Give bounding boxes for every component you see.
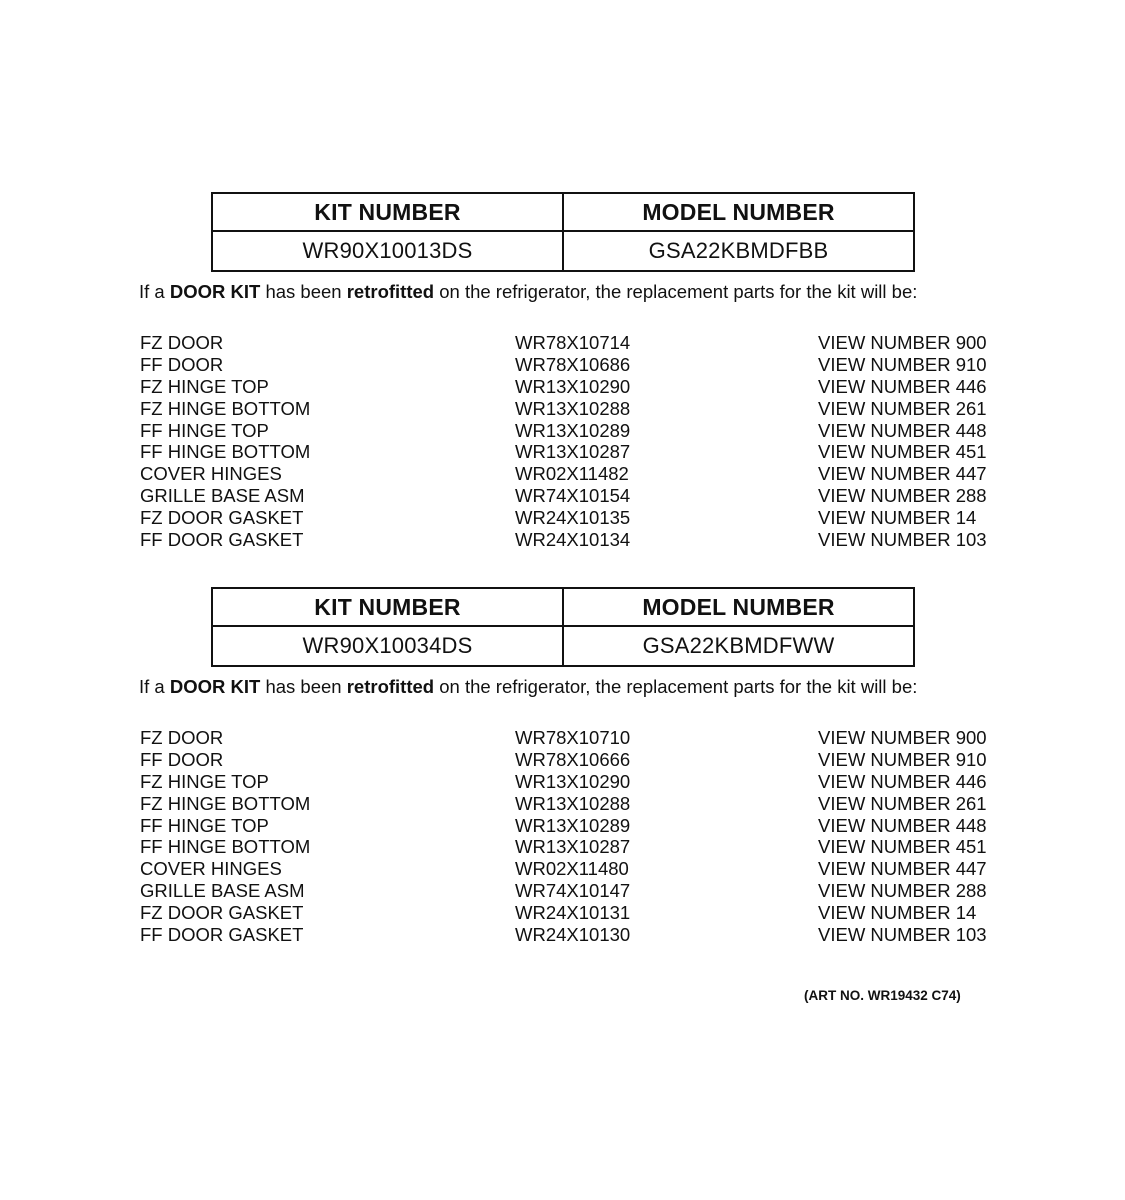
part-number: WR78X10666 — [515, 748, 631, 770]
part-row — [140, 354, 1000, 376]
intro-pre: If a — [139, 676, 170, 697]
part-row — [140, 463, 1000, 485]
part-number: WR13X10287 — [515, 836, 631, 858]
part-name: FF HINGE BOTTOM — [140, 836, 311, 858]
part-row — [140, 793, 1000, 815]
part-name: FZ DOOR GASKET — [140, 507, 304, 529]
art-number: (ART NO. WR19432 C74) — [804, 988, 961, 1003]
parts-list — [140, 727, 1000, 946]
view-number: VIEW NUMBER 448 — [818, 419, 987, 441]
kit-number-value: WR90X10034DS — [213, 627, 564, 665]
retrofit-intro — [139, 676, 917, 698]
model-number-value: GSA22KBMDFBB — [648, 238, 829, 263]
part-name: FF DOOR — [140, 353, 224, 375]
view-number: VIEW NUMBER 14 — [818, 507, 977, 529]
part-number: WR13X10290 — [515, 375, 631, 397]
part-name: FZ HINGE TOP — [140, 375, 269, 397]
part-name: GRILLE BASE ASM — [140, 880, 305, 902]
part-number: WR13X10290 — [515, 770, 631, 792]
part-number: WR02X11480 — [515, 858, 629, 880]
view-number: VIEW NUMBER 900 — [818, 332, 987, 353]
part-name: FZ HINGE BOTTOM — [140, 792, 311, 814]
intro-door-kit: DOOR KIT — [169, 281, 261, 302]
part-number: WR13X10288 — [515, 397, 631, 419]
part-name: FF HINGE TOP — [140, 419, 269, 441]
kit-table — [211, 192, 915, 272]
model-number-value: GSA22KBMDFWW — [642, 633, 835, 658]
view-number: VIEW NUMBER 451 — [818, 836, 987, 858]
part-number: WR78X10710 — [515, 727, 631, 748]
part-name: FZ DOOR GASKET — [140, 902, 304, 924]
kit-table — [211, 587, 915, 667]
part-row — [140, 727, 1000, 749]
view-number: VIEW NUMBER 288 — [818, 485, 987, 507]
part-number: WR13X10289 — [515, 419, 631, 441]
intro-door-kit: DOOR KIT — [169, 676, 261, 697]
part-name: COVER HINGES — [140, 858, 282, 880]
part-number: WR24X10135 — [515, 507, 631, 529]
view-number: VIEW NUMBER 910 — [818, 748, 987, 770]
view-number: VIEW NUMBER 103 — [818, 924, 987, 946]
part-row — [140, 749, 1000, 771]
part-number: WR02X11482 — [515, 463, 629, 485]
part-number: WR13X10287 — [515, 441, 631, 463]
part-row — [140, 924, 1000, 946]
intro-retrofitted: retrofitted — [346, 676, 435, 697]
intro-post: on the refrigerator, the replacement parts for the kit will be: — [434, 281, 918, 302]
part-name: GRILLE BASE ASM — [140, 485, 305, 507]
view-number: VIEW NUMBER 14 — [818, 902, 977, 924]
part-name: FZ HINGE TOP — [140, 770, 269, 792]
part-row — [140, 529, 1000, 551]
kit-number-value: WR90X10013DS — [213, 232, 564, 270]
intro-mid: has been — [260, 281, 347, 302]
part-row — [140, 376, 1000, 398]
intro-mid: has been — [260, 676, 347, 697]
part-name: FF HINGE BOTTOM — [140, 441, 311, 463]
part-name: FF DOOR — [140, 748, 224, 770]
part-number: WR24X10134 — [515, 529, 631, 551]
kit-number-header: KIT NUMBER — [213, 589, 564, 627]
part-row — [140, 420, 1000, 442]
part-row — [140, 880, 1000, 902]
retrofit-intro — [139, 281, 917, 303]
view-number: VIEW NUMBER 900 — [818, 727, 987, 748]
part-row — [140, 332, 1000, 354]
part-name: FF HINGE TOP — [140, 814, 269, 836]
intro-post: on the refrigerator, the replacement parts for the kit will be: — [434, 676, 918, 697]
part-name: FZ HINGE BOTTOM — [140, 397, 311, 419]
model-number-header: MODEL NUMBER — [564, 194, 913, 232]
part-number: WR24X10130 — [515, 924, 631, 946]
part-name: FZ DOOR — [140, 332, 224, 353]
part-name: FF DOOR GASKET — [140, 529, 304, 551]
view-number: VIEW NUMBER 261 — [818, 397, 987, 419]
part-number: WR13X10288 — [515, 792, 631, 814]
view-number: VIEW NUMBER 446 — [818, 375, 987, 397]
part-row — [140, 815, 1000, 837]
parts-list — [140, 332, 1000, 551]
kit-number-header: KIT NUMBER — [213, 194, 564, 232]
part-number: WR13X10289 — [515, 814, 631, 836]
part-row — [140, 858, 1000, 880]
view-number: VIEW NUMBER 910 — [818, 353, 987, 375]
view-number: VIEW NUMBER 446 — [818, 770, 987, 792]
part-number: WR78X10714 — [515, 332, 631, 353]
part-row — [140, 485, 1000, 507]
part-row — [140, 441, 1000, 463]
part-name: FF DOOR GASKET — [140, 924, 304, 946]
part-row — [140, 836, 1000, 858]
part-name: COVER HINGES — [140, 463, 282, 485]
part-row — [140, 398, 1000, 420]
intro-retrofitted: retrofitted — [346, 281, 435, 302]
part-row — [140, 771, 1000, 793]
view-number: VIEW NUMBER 447 — [818, 463, 987, 485]
view-number: VIEW NUMBER 447 — [818, 858, 987, 880]
part-row — [140, 902, 1000, 924]
part-number: WR74X10154 — [515, 485, 631, 507]
view-number: VIEW NUMBER 261 — [818, 792, 987, 814]
part-name: FZ DOOR — [140, 727, 224, 748]
part-number: WR74X10147 — [515, 880, 631, 902]
intro-pre: If a — [139, 281, 170, 302]
part-number: WR78X10686 — [515, 353, 631, 375]
view-number: VIEW NUMBER 288 — [818, 880, 987, 902]
view-number: VIEW NUMBER 448 — [818, 814, 987, 836]
part-row — [140, 507, 1000, 529]
model-number-header: MODEL NUMBER — [564, 589, 913, 627]
view-number: VIEW NUMBER 103 — [818, 529, 987, 551]
view-number: VIEW NUMBER 451 — [818, 441, 987, 463]
part-number: WR24X10131 — [515, 902, 631, 924]
